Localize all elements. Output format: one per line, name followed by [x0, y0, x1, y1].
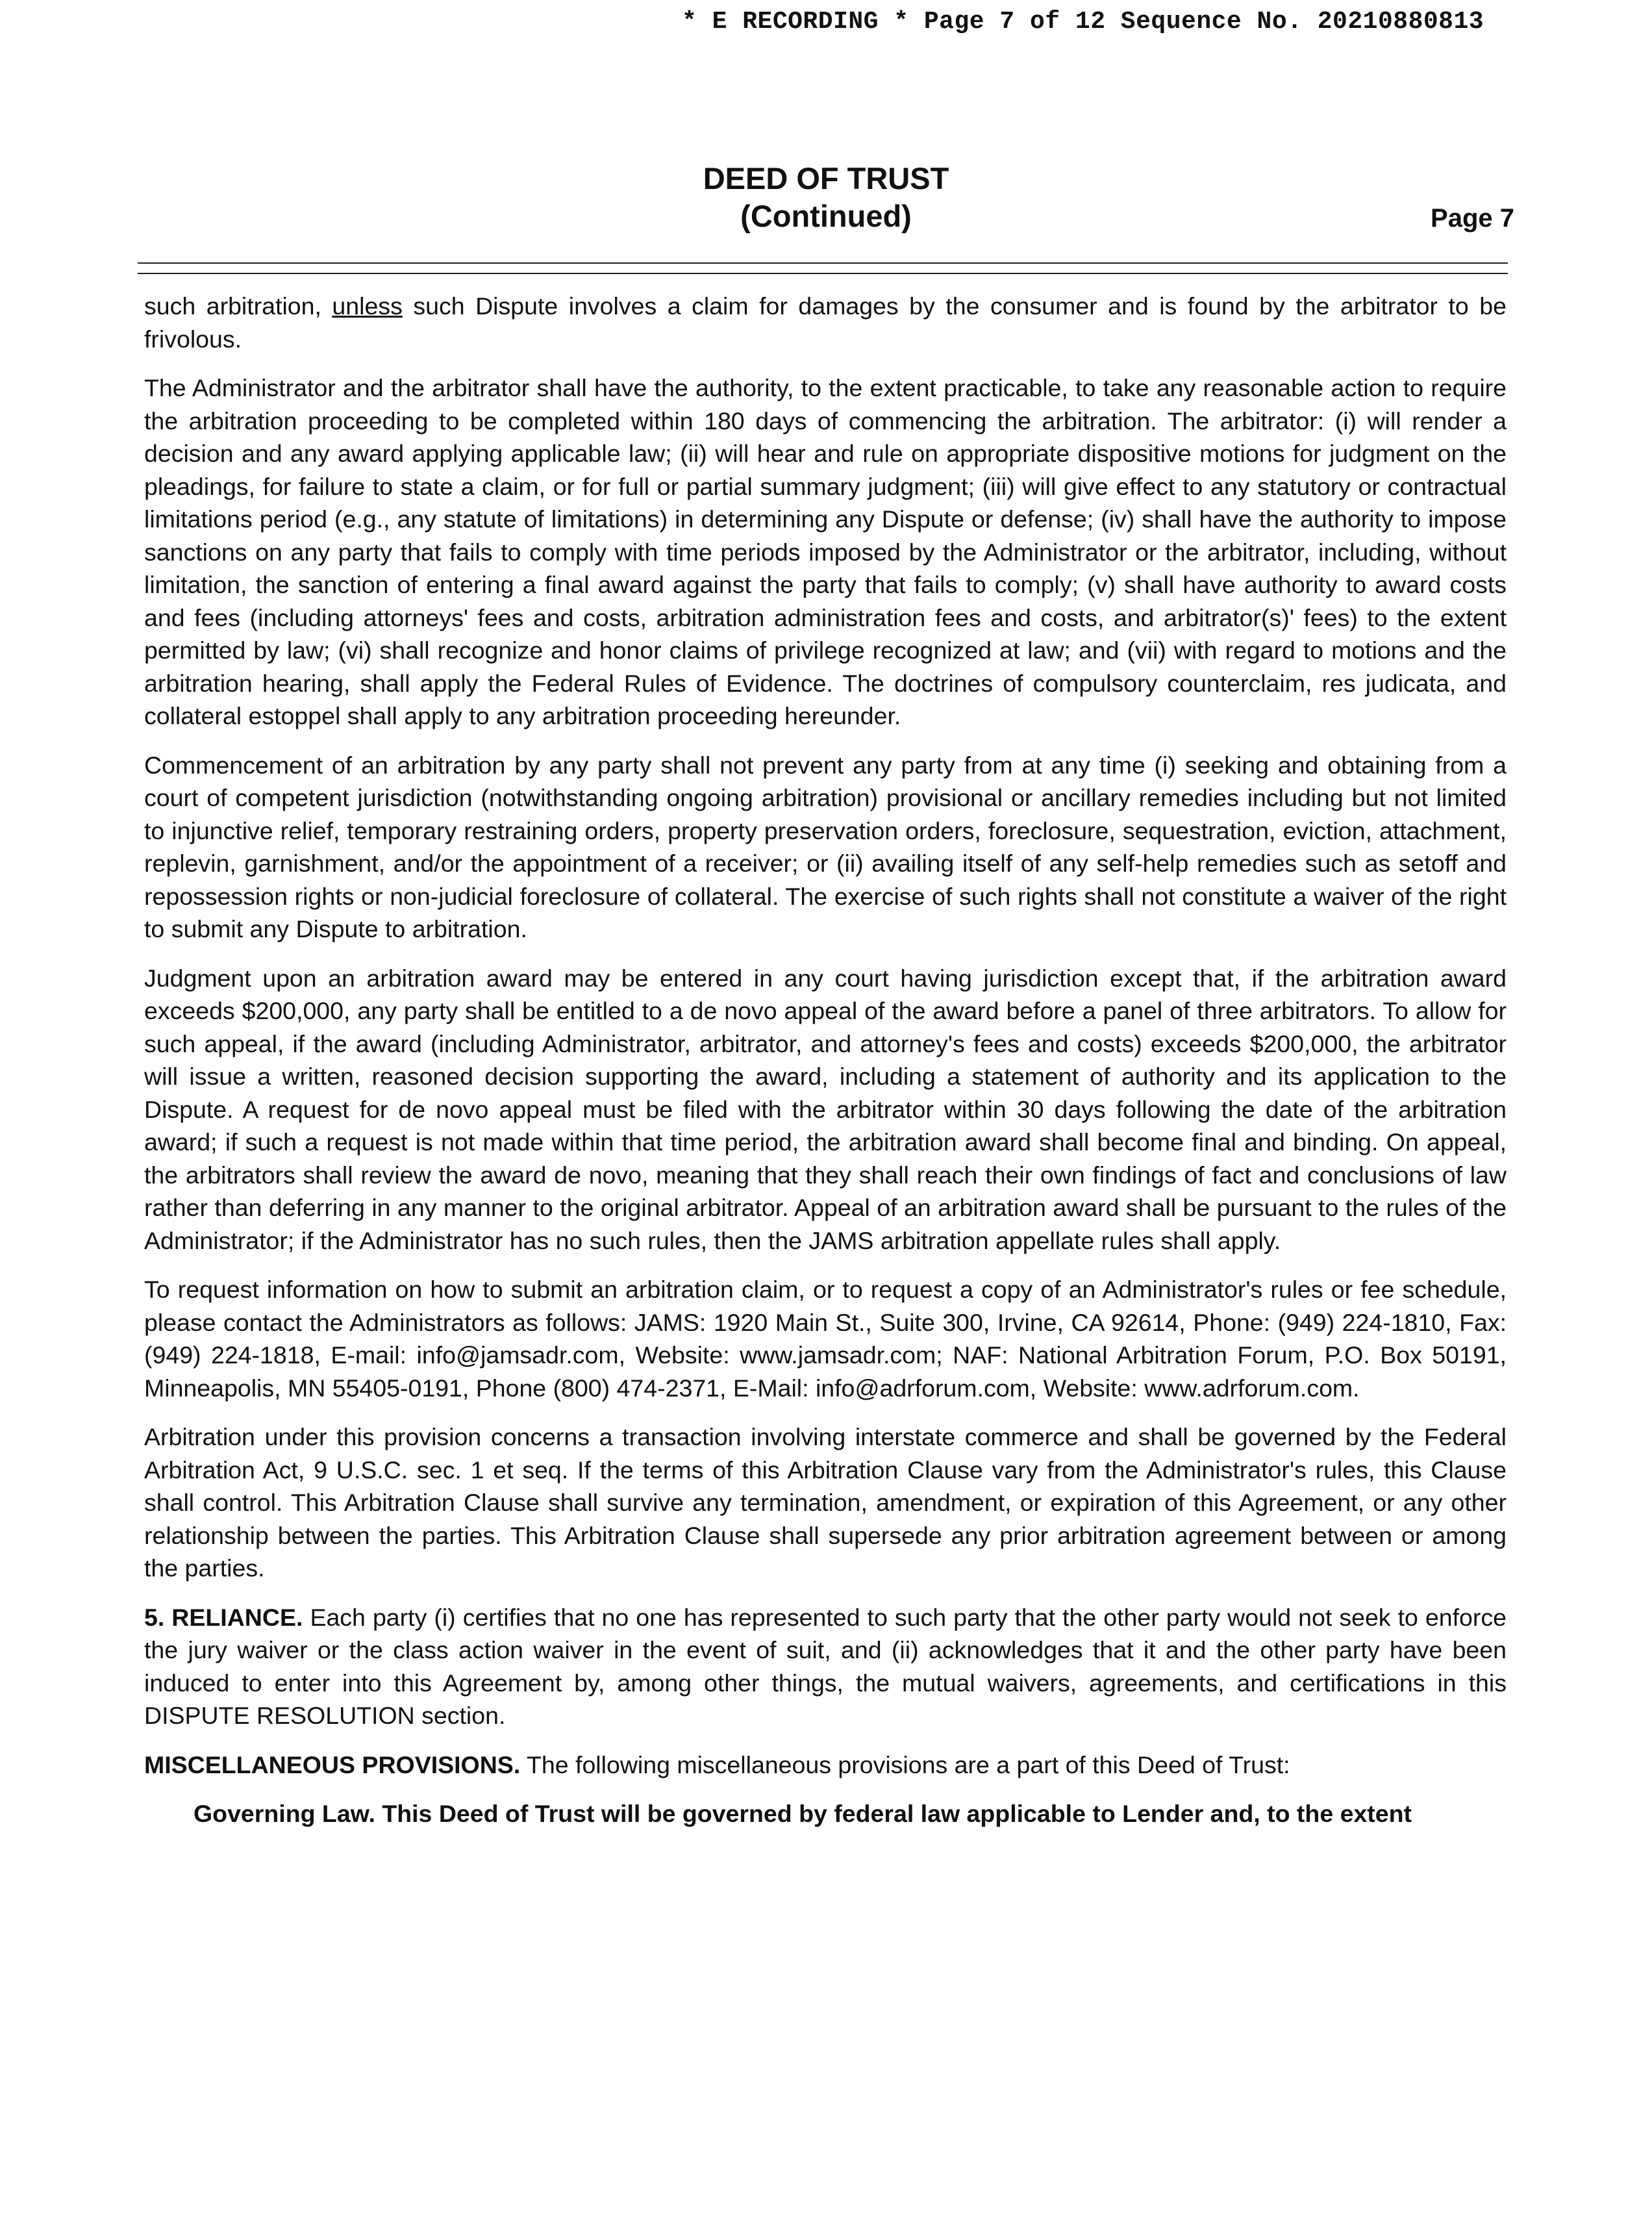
section-heading: MISCELLANEOUS PROVISIONS.: [144, 1750, 521, 1778]
title-subline: (Continued): [740, 199, 912, 233]
paragraph-contact-administrators: To request information on how to submit an arbitration claim, or to request a copy of an Administrator's rules or fee schedule, please contact the Administrators as follows: JAMS: 1920 Main St., Suite 300, Irvine, CA 92614, Phone: (949) 224-1810, Fax: (949) 224-1818, E-mail: info@jamsadr.com, Website: www.jamsadr.com; NAF: National Arbitration Forum, P.O. Box 50191, Minneapolis, MN 55405-0191, Phone (800) 474-2371, E-Mail: info@adrforum.com, Website: www.adrforum.com.: [144, 1276, 1507, 1402]
paragraph-governing-law: Governing Law. This Deed of Trust will be governed by federal law applicable to Lender and, to the extent: [194, 1800, 1412, 1827]
recording-header: * E RECORDING * Page 7 of 12 Sequence No. 20210880813: [682, 8, 1484, 36]
paragraph-interstate-commerce: Arbitration under this provision concerns a transaction involving interstate commerce and shall be governed by the Federal Arbitration Act, 9 U.S.C. sec. 1 et seq. If the terms of this Arbitration Clause vary from the Administrator's rules, this Clause shall control. This Arbitration Clause shall survive any termination, amendment, or expiration of this Agreement, or any other relationship between the parties. This Arbitration Clause shall supersede any prior arbitration agreement between or among the parties.: [144, 1423, 1507, 1582]
document-title: [0, 160, 1652, 235]
page-number: Page 7: [1431, 204, 1514, 233]
paragraph-arbitration-frivolous: such arbitration, unless such Dispute involves a claim for damages by the consumer and is found by the arbitrator to be frivolous.: [144, 292, 1507, 353]
header-rule-bottom: [138, 273, 1508, 274]
paragraph-miscellaneous: MISCELLANEOUS PROVISIONS. The following miscellaneous provisions are a part of this Deed of Trust:: [144, 1750, 1290, 1778]
paragraph-judgment-appeal: Judgment upon an arbitration award may be entered in any court having jurisdiction except that, if the arbitration award exceeds $200,000, any party shall be entitled to a de novo appeal of the award before a panel of three arbitrators. To allow for such appeal, if the award (including Administrator, arbitrator, and attorney's fees and costs) exceeds $200,000, the arbitrator will issue a written, reasoned decision supporting the award, including a statement of authority and its application to the Dispute. A request for de novo appeal must be filed with the arbitrator within 30 days following the date of the arbitration award; if such a request is not made within that time period, the arbitration award shall become final and binding. On appeal, the arbitrators shall review the award de novo, meaning that they shall reach their own findings of fact and conclusions of law rather than deferring in any manner to the original arbitrator. Appeal of an arbitration award shall be pursuant to the rules of the Administrator; if the Administrator has no such rules, then the JAMS arbitration appellate rules shall apply.: [144, 964, 1507, 1254]
paragraph-administrator-authority: The Administrator and the arbitrator shall have the authority, to the extent practicable, to take any reasonable action to require the arbitration proceeding to be completed within 180 days of commencing the arbitration. The arbitrator: (i) will render a decision and any award applying applicable law; (ii) will hear and rule on appropriate dispositive motions for judgment on the pleadings, for failure to state a claim, or for full or partial summary judgment; (iii) will give effect to any statutory or contractual limitations period (e.g., any statute of limitations) in determining any Dispute or defense; (iv) shall have the authority to impose sanctions on any party that fails to comply with time periods imposed by the Administrator or the arbitrator, including, without limitation, the sanction of entering a final award against the party that fails to comply; (v) shall have authority to award costs and fees (including attorneys' fees and costs, arbitration administration fees and costs, and arbitrator(s)' fees) to the extent permitted by law; (vi) shall recognize and honor claims of privilege recognized at law; and (vii) with regard to motions and the arbitration hearing, shall apply the Federal Rules of Evidence. The doctrines of compulsory counterclaim, res judicata, and collateral estoppel shall apply to any arbitration proceeding hereunder.: [144, 374, 1507, 729]
header-rule-top: [138, 262, 1508, 264]
section-heading: 5. RELIANCE.: [144, 1603, 303, 1631]
paragraph-commencement: Commencement of an arbitration by any party shall not prevent any party from at any time (i) seeking and obtaining from a court of competent jurisdiction (notwithstanding ongoing arbitration) provisional or ancillary remedies including but not limited to injunctive relief, temporary restraining orders, property preservation orders, foreclosure, sequestration, eviction, attachment, replevin, garnishment, and/or the appointment of a receiver; or (ii) availing itself of any self-help remedies such as setoff and repossession rights or non-judicial foreclosure of collateral. The exercise of such rights shall not constitute a waiver of the right to submit any Dispute to arbitration.: [144, 751, 1507, 942]
paragraph-reliance: 5. RELIANCE. Each party (i) certifies that no one has represented to such party that the other party would not seek to enforce the jury waiver or the class action waiver in the event of suit, and (ii) acknowledges that it and the other party have been induced to enter into this Agreement by, among other things, the mutual waivers, agreements, and certifications in this DISPUTE RESOLUTION section.: [144, 1603, 1507, 1729]
title-line: DEED OF TRUST: [703, 161, 949, 196]
document-body: [144, 290, 1507, 1847]
section-heading: Governing Law.: [194, 1800, 375, 1827]
underlined-word: unless: [332, 292, 403, 320]
